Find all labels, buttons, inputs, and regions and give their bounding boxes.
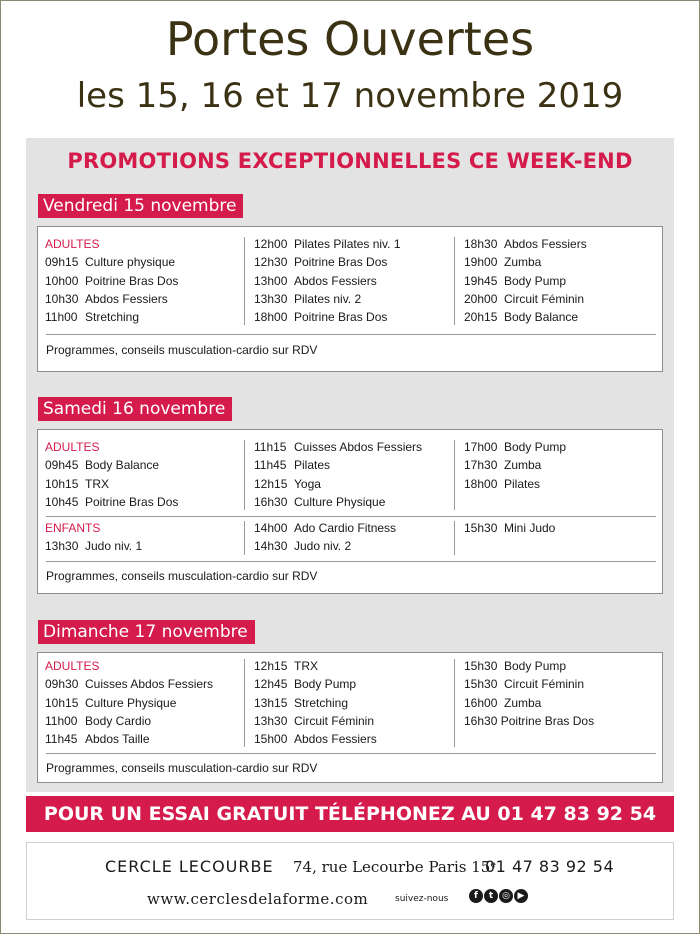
list-item: 11h00 Body Cardio <box>45 713 152 728</box>
list-item: 12h15 TRX <box>254 659 318 673</box>
column-divider <box>454 440 455 510</box>
list-item: 11h45 Abdos Taille <box>45 732 150 747</box>
list-item: 15h30 Body Pump <box>464 659 567 673</box>
schedule-column <box>464 519 555 537</box>
day-label-dimanche: Dimanche 17 novembre <box>38 620 255 644</box>
category-label: ADULTES <box>45 237 100 251</box>
schedule-column <box>464 235 587 326</box>
section-divider <box>46 516 656 517</box>
list-item: 19h00 Zumba <box>464 255 542 270</box>
cta-banner: POUR UN ESSAI GRATUIT TÉLÉPHONEZ AU 01 47 83 92 54 <box>26 796 674 832</box>
schedule-column <box>254 438 422 511</box>
youtube-icon[interactable]: ▶ <box>514 889 528 903</box>
list-item: 18h00 Poitrine Bras Dos <box>254 310 388 325</box>
list-item: 13h30 Pilates niv. 2 <box>254 291 362 306</box>
program-note: Programmes, conseils musculation-cardio sur RDV <box>46 343 318 357</box>
facebook-icon[interactable]: f <box>469 889 483 903</box>
column-divider <box>454 237 455 325</box>
list-item: 15h00 Abdos Fessiers <box>254 732 377 747</box>
schedule-column <box>45 438 178 511</box>
list-item: 09h45 Body Balance <box>45 458 160 473</box>
list-item: 12h00 Pilates Pilates niv. 1 <box>254 237 401 251</box>
list-item: 13h00 Abdos Fessiers <box>254 273 377 288</box>
column-divider <box>454 521 455 555</box>
category-label: ADULTES <box>45 440 100 454</box>
program-note: Programmes, conseils musculation-cardio sur RDV <box>46 569 318 583</box>
list-item: 11h15 Cuisses Abdos Fessiers <box>254 440 423 454</box>
schedule-column <box>45 235 178 326</box>
list-item: 19h45 Body Pump <box>464 273 567 288</box>
program-note: Programmes, conseils musculation-cardio sur RDV <box>46 761 318 775</box>
promo-heading: PROMOTIONS EXCEPTIONNELLES CE WEEK-END <box>67 149 633 173</box>
list-item: 16h00 Zumba <box>464 695 542 710</box>
day-label-samedi: Samedi 16 novembre <box>38 397 232 421</box>
list-item: 16h30 Poitrine Bras Dos <box>464 713 595 728</box>
schedule-column <box>254 235 401 326</box>
list-item: 14h00 Ado Cardio Fitness <box>254 521 397 535</box>
social-links <box>469 889 528 903</box>
day-label-vendredi: Vendredi 15 novembre <box>38 194 243 218</box>
list-item: 17h30 Zumba <box>464 458 542 473</box>
list-item: 11h00 Stretching <box>45 310 140 325</box>
list-item: 10h30 Abdos Fessiers <box>45 291 168 306</box>
column-divider <box>454 659 455 747</box>
page-title: Portes Ouvertes <box>165 12 535 66</box>
twitter-icon[interactable]: t <box>484 889 498 903</box>
schedule-column <box>45 657 213 748</box>
schedule-panel-samedi <box>37 429 663 594</box>
list-item: 09h15 Culture physique <box>45 255 176 270</box>
club-phone: 01 47 83 92 54 <box>485 857 615 876</box>
list-item: 13h30 Circuit Féminin <box>254 713 375 728</box>
list-item: 17h00 Body Pump <box>464 440 567 454</box>
follow-label: suivez-nous <box>395 894 449 904</box>
section-divider <box>46 334 656 335</box>
list-item: 10h15 Culture Physique <box>45 695 177 710</box>
list-item: 10h15 TRX <box>45 476 109 491</box>
section-divider <box>46 753 656 754</box>
club-name: CERCLE LECOURBE <box>105 857 274 876</box>
list-item: 12h15 Yoga <box>254 476 321 491</box>
section-divider <box>46 561 656 562</box>
schedule-column <box>464 438 566 493</box>
list-item: 15h30 Mini Judo <box>464 521 556 535</box>
column-divider <box>244 440 245 510</box>
list-item: 15h30 Circuit Féminin <box>464 677 585 692</box>
list-item: 09h30 Cuisses Abdos Fessiers <box>45 677 214 692</box>
category-label: ENFANTS <box>45 521 101 535</box>
schedule-column <box>254 519 396 556</box>
list-item: 20h15 Body Balance <box>464 310 579 325</box>
column-divider <box>244 659 245 747</box>
schedule-column <box>254 657 377 748</box>
schedule-panel-vendredi <box>37 226 663 372</box>
list-item: 13h30 Judo niv. 1 <box>45 539 143 554</box>
schedule-column <box>45 519 142 556</box>
list-item: 10h00 Poitrine Bras Dos <box>45 273 179 288</box>
list-item: 18h30 Abdos Fessiers <box>464 237 587 251</box>
list-item: 10h45 Poitrine Bras Dos <box>45 494 179 509</box>
list-item: 13h15 Stretching <box>254 695 349 710</box>
list-item: 14h30 Judo niv. 2 <box>254 539 352 554</box>
instagram-icon[interactable]: ◎ <box>499 889 513 903</box>
list-item: 12h30 Poitrine Bras Dos <box>254 255 388 270</box>
schedule-panel-dimanche <box>37 652 663 783</box>
page-subtitle: les 15, 16 et 17 novembre 2019 <box>76 76 624 116</box>
website-link[interactable]: www.cerclesdelaforme.com <box>147 890 369 908</box>
column-divider <box>244 237 245 325</box>
column-divider <box>244 521 245 555</box>
schedule-box <box>26 138 674 792</box>
list-item: 18h00 Pilates <box>464 476 541 491</box>
club-address: 74, rue Lecourbe Paris 15ᵉ <box>293 858 497 876</box>
list-item: 11h45 Pilates <box>254 458 331 473</box>
list-item: 20h00 Circuit Féminin <box>464 291 585 306</box>
schedule-column <box>464 657 594 730</box>
list-item: 12h45 Body Pump <box>254 677 357 692</box>
footer <box>26 842 674 920</box>
list-item: 16h30 Culture Physique <box>254 494 386 509</box>
category-label: ADULTES <box>45 659 100 673</box>
